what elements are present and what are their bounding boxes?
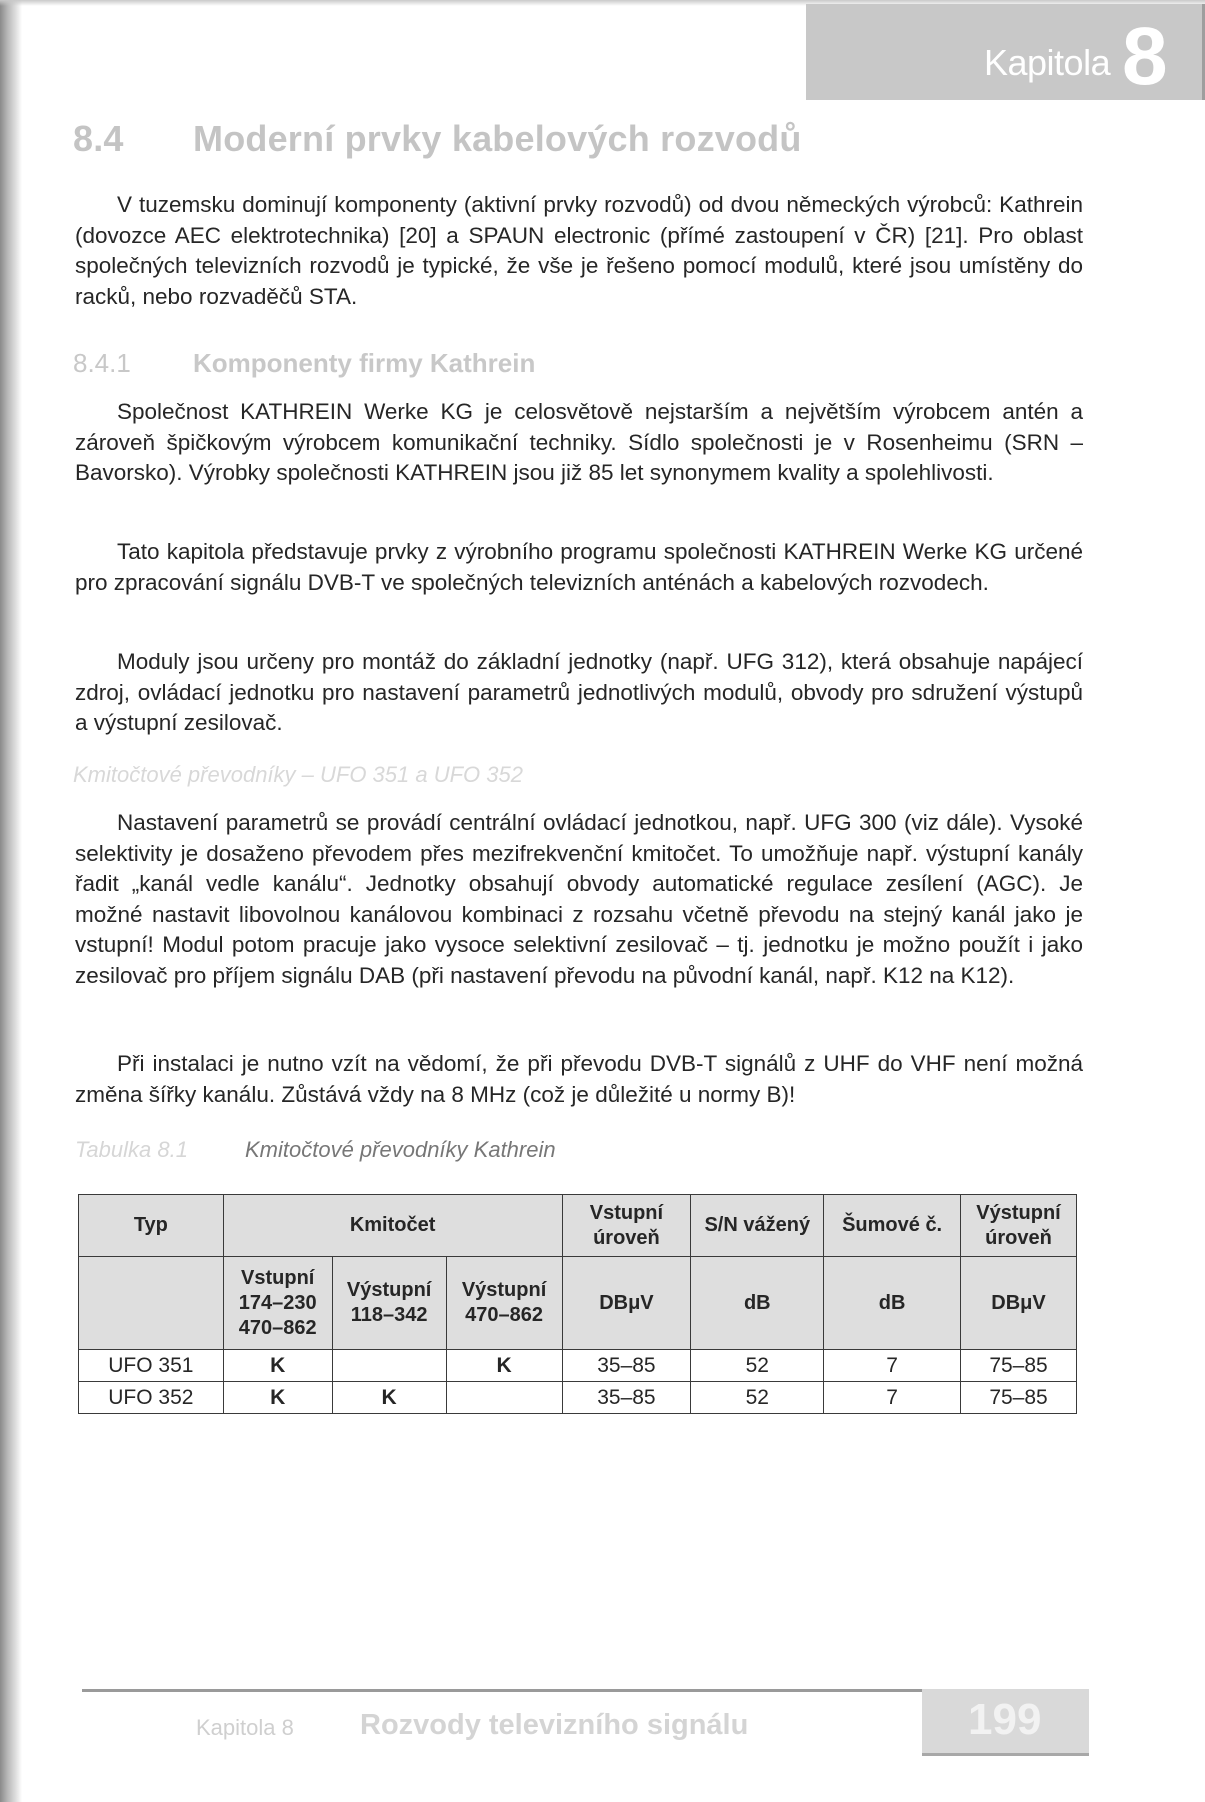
- topic-heading: Kmitočtové převodníky – UFO 351 a UFO 352: [73, 762, 523, 787]
- table-row: [79, 1382, 1077, 1414]
- col-header-kmitocet: Kmitočet: [223, 1195, 562, 1257]
- col-header-sn: S/N vážený: [691, 1195, 824, 1257]
- footer-rule: [82, 1689, 922, 1692]
- footer-title: Rozvody televizního signálu: [360, 1709, 749, 1741]
- subheader-unit-vystup: DBμV: [961, 1257, 1077, 1350]
- subheader-unit-sum: dB: [824, 1257, 961, 1350]
- cell-vystupni-uroven: 75–85: [961, 1382, 1077, 1414]
- col-header-sumove: Šumové č.: [824, 1195, 961, 1257]
- section-number: 8.4: [73, 118, 124, 159]
- cell-sumove: 7: [824, 1350, 961, 1382]
- cell-vystupni-uroven: 75–85: [961, 1350, 1077, 1382]
- paragraph-chapter-scope: Tato kapitola představuje prvky z výrobního programu společnosti KATHREIN Werke KG určené pro zpracování signálu DVB-T ve společných televizních anténách a kabelových rozvodech.: [75, 539, 1083, 595]
- subheader-empty: [79, 1257, 224, 1350]
- cell-typ: UFO 351: [79, 1350, 224, 1382]
- col-header-vystupni-uroven: Výstupní úroveň: [961, 1195, 1077, 1257]
- page-number-box: [922, 1689, 1089, 1756]
- cell-sn: 52: [691, 1382, 824, 1414]
- section-heading: [73, 118, 802, 160]
- cell-sn: 52: [691, 1350, 824, 1382]
- footer-chapter: Kapitola 8: [196, 1715, 294, 1740]
- converter-spec-table: [78, 1194, 1077, 1414]
- paragraph-installation-note: Při instalaci je nutno vzít na vědomí, že při převodu DVB-T signálů z UHF do VHF není možná změna šířky kanálu. Zůstává vždy na 8 MHz (což je důležité u normy B)!: [75, 1051, 1083, 1107]
- table-subheader-row: [79, 1257, 1077, 1350]
- cell-vystupni-vhf: K: [332, 1382, 446, 1414]
- page-number: 199: [968, 1695, 1042, 1744]
- subheader-unit-vstup: DBμV: [562, 1257, 691, 1350]
- cell-vstupni-uroven: 35–85: [562, 1382, 691, 1414]
- subsection-title: Komponenty firmy Kathrein: [193, 348, 536, 378]
- table-header-row: [79, 1195, 1077, 1257]
- col-header-vstupni-uroven: Vstupní úroveň: [562, 1195, 691, 1257]
- cell-vstupni: K: [223, 1350, 332, 1382]
- chapter-tab-number: 8: [1122, 11, 1168, 102]
- paragraph-parameters: Nastavení parametrů se provádí centrální ovládací jednotkou, např. UFG 300 (viz dále). Vysoké selektivity je dosaženo převodem přes mezifrekvenční kmitočet. To umožňuje např. výstupní kanály řadit „kanál vedle kanálu“. Jednotky obsahují obvody automatické regulace zesílení (AGC). Je možné nastavit libovolnou kanálovou kombinaci z rozsahu včetně převodu na stejný kanál jako je vstupní! Modul potom pracuje jako vysoce selektivní zesilovač – tj. jednotku je možno použít i jako zesilovač pro příjem signálu DAB (při nastavení převodu na původní kanál, např. K12 na K12).: [75, 810, 1083, 988]
- paragraph-modules: Moduly jsou určeny pro montáž do základní jednotky (např. UFG 312), která obsahuje napájecí zdroj, ovládací jednotku pro nastavení parametrů jednotlivých modulů, obvody pro sdružení výstupů a výstupní zesilovač.: [75, 649, 1083, 735]
- col-header-typ: Typ: [79, 1195, 224, 1257]
- paragraph-kathrein-company: Společnost KATHREIN Werke KG je celosvětově nejstarším a největším výrobcem antén a zároveň špičkovým výrobcem komunikační techniky. Sídlo společnosti je v Rosenheimu (SRN – Bavorsko). Výrobky společnosti KATHREIN jsou již 85 let synonymem kvality a spolehlivosti.: [75, 399, 1083, 485]
- table-caption: [75, 1137, 556, 1163]
- cell-vystupni-uhf: K: [446, 1350, 562, 1382]
- cell-vstupni-uroven: 35–85: [562, 1350, 691, 1382]
- table-row: [79, 1350, 1077, 1382]
- cell-sumove: 7: [824, 1382, 961, 1414]
- book-spine-shadow: [0, 0, 22, 1802]
- chapter-tab: [806, 4, 1205, 100]
- cell-vystupni-uhf: [446, 1382, 562, 1414]
- subheader-vystupni-uhf: Výstupní 470–862: [446, 1257, 562, 1350]
- subsection-number: 8.4.1: [73, 348, 131, 378]
- cell-vystupni-vhf: [332, 1350, 446, 1382]
- table-caption-number: Tabulka 8.1: [75, 1137, 188, 1162]
- table-caption-title: Kmitočtové převodníky Kathrein: [245, 1137, 556, 1162]
- section-intro-paragraph: V tuzemsku dominují komponenty (aktivní prvky rozvodů) od dvou německých výrobců: Kathrein (dovozce AEC elektrotechnika) [20] a SPAUN electronic (přímé zastoupení v ČR) [21]. Pro oblast společných televizních rozvodů je typické, že vše je řešeno pomocí modulů, které jsou umístěny do racků, nebo rozvaděčů STA.: [75, 192, 1083, 309]
- subheader-vstupni: Vstupní 174–230 470–862: [223, 1257, 332, 1350]
- cell-typ: UFO 352: [79, 1382, 224, 1414]
- section-title: Moderní prvky kabelových rozvodů: [193, 118, 802, 159]
- subheader-vystupni-vhf: Výstupní 118–342: [332, 1257, 446, 1350]
- subsection-heading: [73, 348, 535, 379]
- subheader-unit-sn: dB: [691, 1257, 824, 1350]
- chapter-tab-label: Kapitola: [984, 42, 1111, 83]
- cell-vstupni: K: [223, 1382, 332, 1414]
